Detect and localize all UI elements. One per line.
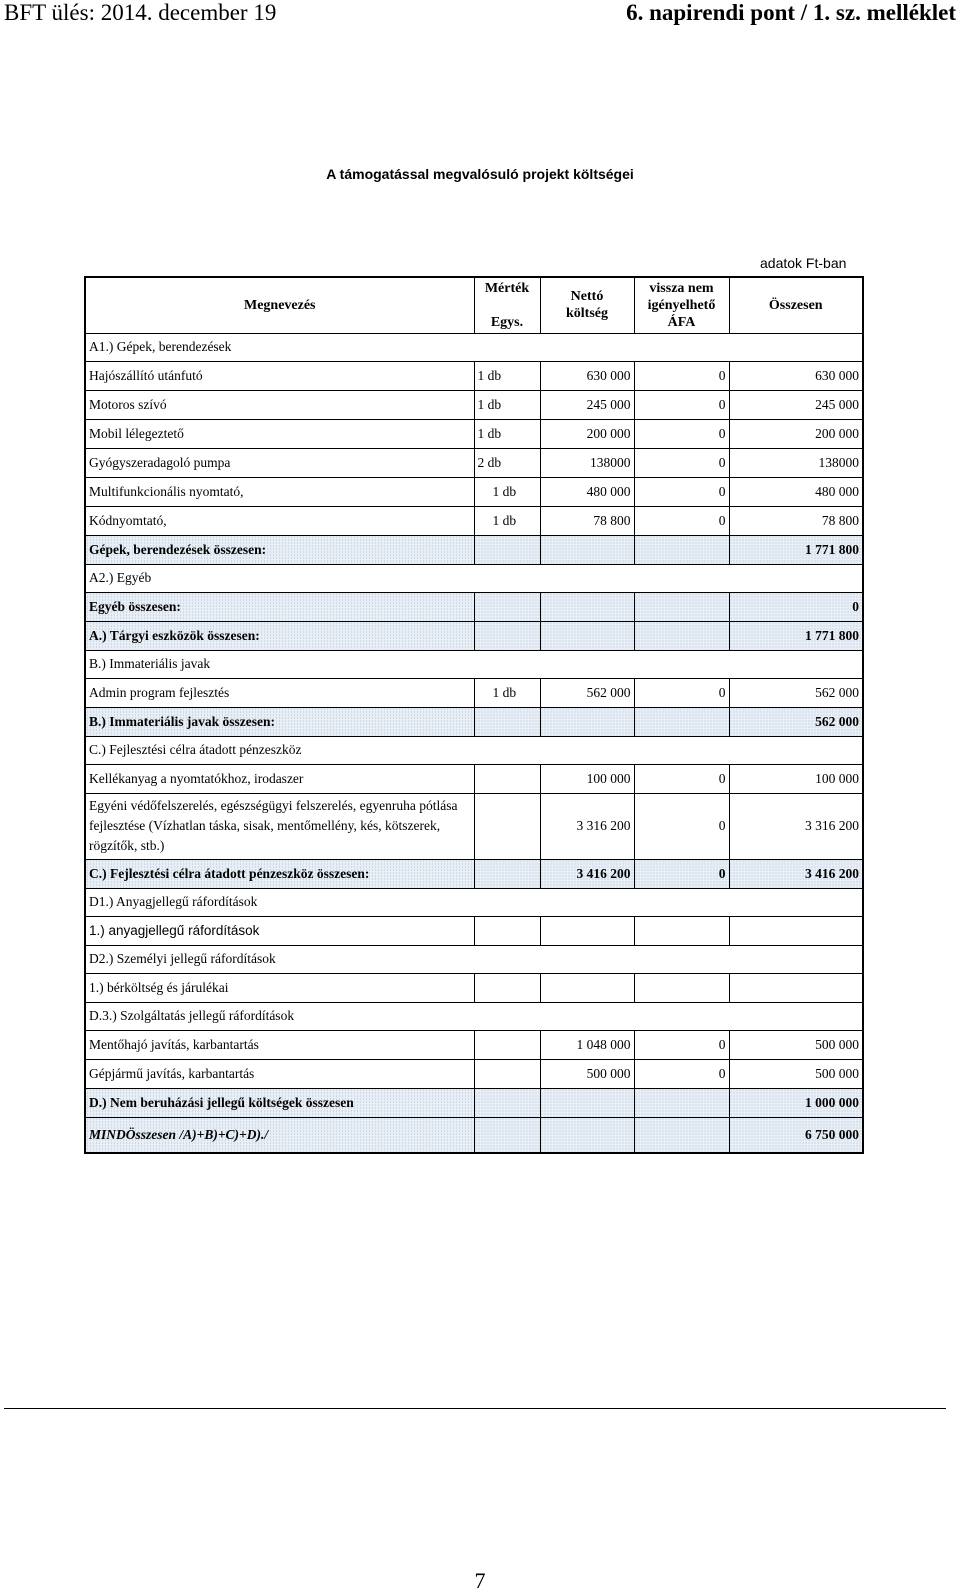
- cell-vat: 0: [634, 448, 729, 477]
- row-label: Admin program fejlesztés: [85, 678, 474, 707]
- table-row-section: [85, 736, 863, 764]
- cell-net: 1 048 000: [540, 1030, 634, 1059]
- cell-net: 562 000: [540, 678, 634, 707]
- cell-vat: 0: [634, 793, 729, 859]
- col-net-top: Nettó: [570, 289, 604, 305]
- cell-net: 480 000: [540, 477, 634, 506]
- cell-total: 6 750 000: [729, 1117, 863, 1153]
- cell-unit: [474, 1117, 540, 1153]
- cell-total: [729, 916, 863, 945]
- section-label: D.3.) Szolgáltatás jellegű ráfordítások: [85, 1002, 863, 1030]
- cell-vat: 0: [634, 477, 729, 506]
- col-unit-top: Mérték: [484, 280, 530, 296]
- table-row-sum: [85, 859, 863, 888]
- cell-vat: [634, 621, 729, 650]
- table-row-item: [85, 419, 863, 448]
- table-row-section: [85, 333, 863, 361]
- section-label: A2.) Egyéb: [85, 564, 863, 592]
- cell-total: 562 000: [729, 707, 863, 736]
- table-row-section: [85, 945, 863, 973]
- cell-unit: [474, 535, 540, 564]
- table-row-item: [85, 678, 863, 707]
- table-row-item: [85, 764, 863, 793]
- cell-total: 500 000: [729, 1059, 863, 1088]
- col-vat-1: vissza nem: [649, 280, 714, 296]
- cell-vat: 0: [634, 678, 729, 707]
- cell-total: 0: [729, 592, 863, 621]
- cell-net: 630 000: [540, 361, 634, 390]
- section-label: A1.) Gépek, berendezések: [85, 333, 863, 361]
- table-row-item: [85, 477, 863, 506]
- cell-net: [540, 916, 634, 945]
- cell-net: 3 416 200: [540, 859, 634, 888]
- table-row-item: [85, 1059, 863, 1088]
- col-name-header: Megnevezés: [85, 277, 474, 333]
- cell-vat: [634, 916, 729, 945]
- cell-vat: [634, 535, 729, 564]
- cell-unit: 1 db: [474, 506, 540, 535]
- row-label: 1.) bérköltség és járulékai: [85, 973, 474, 1002]
- table-row-grand: [85, 1117, 863, 1153]
- cell-net: 3 316 200: [540, 793, 634, 859]
- cell-vat: 0: [634, 506, 729, 535]
- cell-net: [540, 1117, 634, 1153]
- cell-net: 245 000: [540, 390, 634, 419]
- cell-total: 245 000: [729, 390, 863, 419]
- cell-total: 78 800: [729, 506, 863, 535]
- row-label: Gépek, berendezések összesen:: [85, 535, 474, 564]
- cell-vat: [634, 973, 729, 1002]
- cell-vat: [634, 707, 729, 736]
- cell-unit: [474, 592, 540, 621]
- cell-total: [729, 973, 863, 1002]
- row-label: Hajószállító utánfutó: [85, 361, 474, 390]
- cost-table: [84, 276, 864, 1154]
- cell-net: [540, 707, 634, 736]
- row-label: Kellékanyag a nyomtatókhoz, irodaszer: [85, 764, 474, 793]
- cell-net: 100 000: [540, 764, 634, 793]
- cell-unit: 1 db: [474, 678, 540, 707]
- table-row-item: [85, 506, 863, 535]
- cell-vat: 0: [634, 859, 729, 888]
- cell-net: [540, 1088, 634, 1117]
- row-label: A.) Tárgyi eszközök összesen:: [85, 621, 474, 650]
- row-label: B.) Immateriális javak összesen:: [85, 707, 474, 736]
- table-row-sum: [85, 621, 863, 650]
- section-label: B.) Immateriális javak: [85, 650, 863, 678]
- cell-net: [540, 621, 634, 650]
- row-label: Kódnyomtató,: [85, 506, 474, 535]
- table-row-sum: [85, 535, 863, 564]
- cell-unit: [474, 859, 540, 888]
- cell-total: 100 000: [729, 764, 863, 793]
- row-label: Motoros szívó: [85, 390, 474, 419]
- cell-unit: [474, 793, 540, 859]
- row-label: Multifunkcionális nyomtató,: [85, 477, 474, 506]
- col-total-header: Összesen: [729, 277, 863, 333]
- section-label: D2.) Személyi jellegű ráfordítások: [85, 945, 863, 973]
- row-label: MINDÖsszesen /A)+B)+C)+D)./: [85, 1117, 474, 1153]
- col-vat-2: igényelhető: [647, 297, 716, 313]
- unit-note: adatok Ft-ban: [760, 255, 847, 271]
- cell-total: 1 000 000: [729, 1088, 863, 1117]
- col-net-bottom: költség: [566, 306, 608, 322]
- col-unit-bottom: Egys.: [490, 314, 524, 330]
- col-vat-3: ÁFA: [667, 314, 696, 330]
- cell-total: 200 000: [729, 419, 863, 448]
- col-net-header: [540, 277, 634, 333]
- section-label: D1.) Anyagjellegű ráfordítások: [85, 888, 863, 916]
- table-row-empty: [85, 916, 863, 945]
- table-title: A támogatással megvalósuló projekt költségei: [326, 166, 634, 182]
- header-right: 6. napirendi pont / 1. sz. melléklet: [626, 0, 956, 25]
- cell-total: 3 316 200: [729, 793, 863, 859]
- row-label: 1.) anyagjellegű ráfordítások: [85, 916, 474, 945]
- cell-total: 562 000: [729, 678, 863, 707]
- cell-unit: [474, 707, 540, 736]
- table-row-item: [85, 361, 863, 390]
- row-label: D.) Nem beruházási jellegű költségek összesen: [85, 1088, 474, 1117]
- table-row-item: [85, 390, 863, 419]
- section-label: C.) Fejlesztési célra átadott pénzeszköz: [85, 736, 863, 764]
- cell-unit: [474, 1030, 540, 1059]
- cell-unit: 2 db: [474, 448, 540, 477]
- cell-unit: 1 db: [474, 361, 540, 390]
- cell-vat: [634, 1088, 729, 1117]
- cell-unit: 1 db: [474, 419, 540, 448]
- table-row-section: [85, 888, 863, 916]
- cell-net: [540, 535, 634, 564]
- cell-vat: 0: [634, 390, 729, 419]
- cell-net: 200 000: [540, 419, 634, 448]
- cell-unit: [474, 1059, 540, 1088]
- cell-total: 1 771 800: [729, 621, 863, 650]
- row-label: Mentőhajó javítás, karbantartás: [85, 1030, 474, 1059]
- page-number: 7: [474, 1568, 486, 1593]
- cell-total: 138000: [729, 448, 863, 477]
- cell-total: 1 771 800: [729, 535, 863, 564]
- footer-rule: [4, 1408, 946, 1409]
- table-row-sum: [85, 707, 863, 736]
- table-row-item: [85, 1030, 863, 1059]
- cell-vat: [634, 1117, 729, 1153]
- header-left: BFT ülés: 2014. december 19: [4, 0, 277, 25]
- table-row-section: [85, 564, 863, 592]
- cell-vat: [634, 592, 729, 621]
- table-body: [85, 333, 863, 1153]
- table-row-item: [85, 448, 863, 477]
- cell-unit: [474, 621, 540, 650]
- col-unit-header: [474, 277, 540, 333]
- row-label: Gyógyszeradagoló pumpa: [85, 448, 474, 477]
- cell-total: 3 416 200: [729, 859, 863, 888]
- cell-net: 500 000: [540, 1059, 634, 1088]
- cell-total: 480 000: [729, 477, 863, 506]
- cell-unit: 1 db: [474, 390, 540, 419]
- cell-vat: 0: [634, 1059, 729, 1088]
- cell-unit: 1 db: [474, 477, 540, 506]
- row-label: Egyéb összesen:: [85, 592, 474, 621]
- cell-net: [540, 973, 634, 1002]
- cell-unit: [474, 1088, 540, 1117]
- cell-vat: 0: [634, 361, 729, 390]
- cell-unit: [474, 973, 540, 1002]
- cell-vat: 0: [634, 419, 729, 448]
- cell-net: 138000: [540, 448, 634, 477]
- table-row-item: [85, 793, 863, 859]
- cell-vat: 0: [634, 1030, 729, 1059]
- row-label: Gépjármű javítás, karbantartás: [85, 1059, 474, 1088]
- table-row-section: [85, 1002, 863, 1030]
- cell-total: 630 000: [729, 361, 863, 390]
- table-row-sum: [85, 592, 863, 621]
- table-row-sum: [85, 1088, 863, 1117]
- cell-total: 500 000: [729, 1030, 863, 1059]
- cell-net: [540, 592, 634, 621]
- table-row-empty: [85, 973, 863, 1002]
- col-vat-header: [634, 277, 729, 333]
- cell-vat: 0: [634, 764, 729, 793]
- table-row-section: [85, 650, 863, 678]
- row-label: Mobil lélegeztető: [85, 419, 474, 448]
- cell-unit: [474, 916, 540, 945]
- row-label: C.) Fejlesztési célra átadott pénzeszköz összesen:: [85, 859, 474, 888]
- cell-unit: [474, 764, 540, 793]
- cell-net: 78 800: [540, 506, 634, 535]
- table-header-row: [85, 277, 863, 333]
- row-label: Egyéni védőfelszerelés, egészségügyi felszerelés, egyenruha pótlása fejlesztése (Vízhatlan táska, sisak, mentőmellény, kés, kötszerek, rögzítők, stb.): [85, 793, 474, 859]
